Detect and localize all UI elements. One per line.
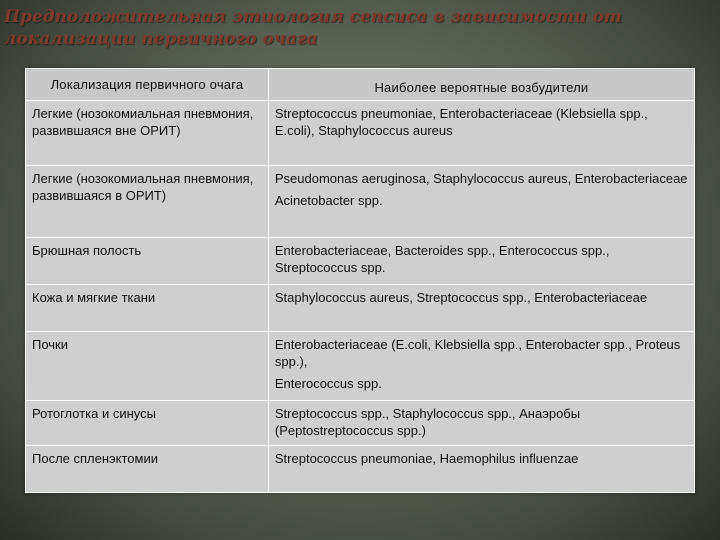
table-header-row: [26, 69, 695, 101]
pathogen-line: Enterobacteriaceae, Bacteroides spp., Enterococcus spp., Streptococcus spp.: [274, 243, 610, 275]
header-localization: Локализация первичного очага: [26, 69, 269, 101]
row-pathogens: [268, 101, 694, 166]
table-row: [26, 446, 695, 493]
table-row: [26, 332, 695, 401]
pathogen-line: Pseudomonas aeruginosa, Staphylococcus aureus, Enterobacteriaceae: [274, 171, 688, 186]
row-pathogens: [268, 166, 694, 238]
etiology-table: [25, 68, 695, 493]
pathogen-line: Staphylococcus aureus, Streptococcus spp., Enterobacteriaceae: [274, 290, 648, 305]
row-pathogens: [268, 446, 694, 493]
pathogen-line: Streptococcus pneumoniae, Enterobacteriaceae (Klebsiella spp., E.coli), Staphylococcus aureus: [274, 106, 648, 138]
row-pathogens: [268, 238, 694, 285]
pathogen-line: Enterococcus spp.: [274, 376, 382, 391]
header-pathogens: Наиболее вероятные возбудители: [268, 69, 694, 101]
row-location: Легкие (нозокомиальная пневмония, развившаяся в ОРИТ): [26, 166, 269, 238]
table-row: [26, 401, 695, 446]
table-row: [26, 166, 695, 238]
pathogen-line: Enterobacteriaceae (E.coli, Klebsiella spp., Enterobacter spp., Proteus spp.),: [274, 337, 681, 369]
row-location: Брюшная полость: [26, 238, 269, 285]
row-location: Почки: [26, 332, 269, 401]
row-location: Легкие (нозокомиальная пневмония, развившаяся вне ОРИТ): [26, 101, 269, 166]
pathogen-line: Streptococcus pneumoniae, Haemophilus influenzae: [274, 451, 579, 466]
pathogen-line: Acinetobacter spp.: [274, 193, 383, 208]
row-location: Ротоглотка и синусы: [26, 401, 269, 446]
row-location: После спленэктомии: [26, 446, 269, 493]
row-location: Кожа и мягкие ткани: [26, 285, 269, 332]
table-row: [26, 101, 695, 166]
pathogen-line: Streptococcus spp., Staphylococcus spp., Анаэробы (Peptostreptococcus spp.): [274, 406, 581, 438]
row-pathogens: [268, 401, 694, 446]
row-pathogens: [268, 332, 694, 401]
table-row: [26, 238, 695, 285]
row-pathogens: [268, 285, 694, 332]
table-row: [26, 285, 695, 332]
slide-title: Предположительная этиология сепсиса в зависимости от локализации первичного очага: [4, 7, 622, 49]
